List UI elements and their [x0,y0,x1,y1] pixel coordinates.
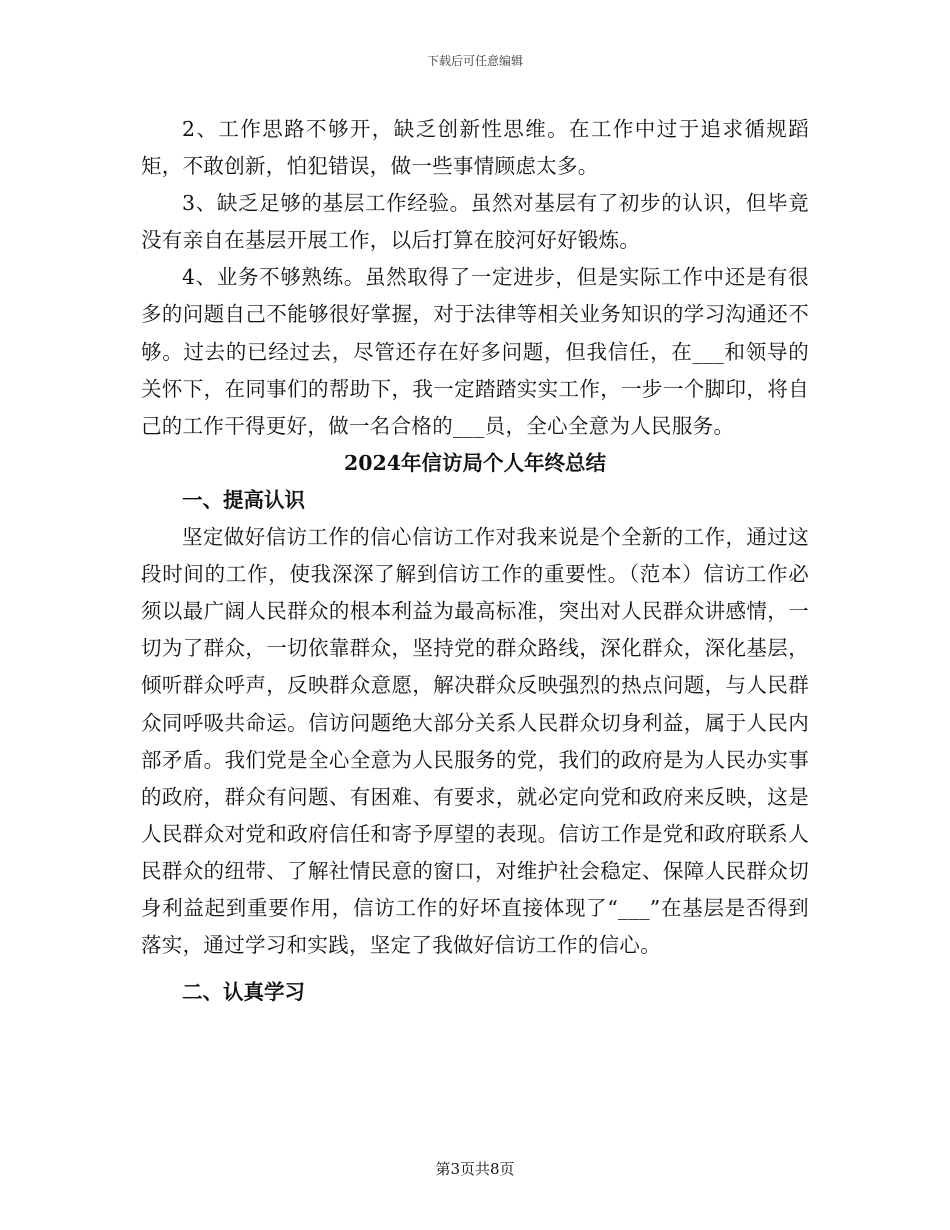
section-heading-2: 二、认真学习 [182,980,305,1005]
paragraph-item-2: 2、工作思路不够开，缺乏创新性思维。在工作中过于追求循规蹈矩，不敢创新，怕犯错误，做一些事情顾虑太多。 [141,117,809,179]
page-number: 第3页共8页 [435,1160,515,1178]
section-heading-1: 一、提高认识 [182,487,305,512]
document-title: 2024年信访局个人年终总结 [343,450,607,475]
section-1-paragraph: 坚定做好信访工作的信心信访工作对我来说是个全新的工作，通过这段时间的工作，使我深深了解到信访工作的重要性。（范本）信访工作必须以最广阔人民群众的根本利益为最高标准，突出对人民群众讲感情，一切为了群众，一切依靠群众，坚持党的群众路线，深化群众，深化基层，倾听群众呼声，反映群众意愿，解决群众反映强烈的热点问题，与人民群众同呼吸共命运。信访问题绝大部分关系人民群众切身利益，属于人民内部矛盾。我们党是全心全意为人民服务的党，我们的政府是为人民办实事的政府，群众有问题、有困难、有要求，就必定向党和政府来反映，这是人民群众对党和政府信任和寄予厚望的表现。信访工作是党和政府联系人民群众的纽带、了解社情民意的窗口，对维护社会稳定、保障人民群众切身利益起到重要作用，信访工作的好坏直接体现了“___”在基层是否得到落实，通过学习和实践，坚定了我做好信访工作的信心。 [141,525,809,958]
page-header: 下载后可任意编辑 [426,54,523,68]
paragraph-item-4: 4、业务不够熟练。虽然取得了一定进步，但是实际工作中还是有很多的问题自己不能够很好掌握，对于法律等相关业务知识的学习沟通还不够。过去的已经过去，尽管还存在好多问题，但我信任，在___和领导的关怀下，在同事们的帮助下，我一定踏踏实实工作，一步一个脚印，将自己的工作干得更好，做一名合格的___员，全心全意为人民服务。 [141,265,809,438]
paragraph-item-3: 3、缺乏足够的基层工作经验。虽然对基层有了初步的认识，但毕竟没有亲自在基层开展工作，以后打算在胶河好好锻炼。 [141,191,809,253]
document-body [141,111,809,1011]
